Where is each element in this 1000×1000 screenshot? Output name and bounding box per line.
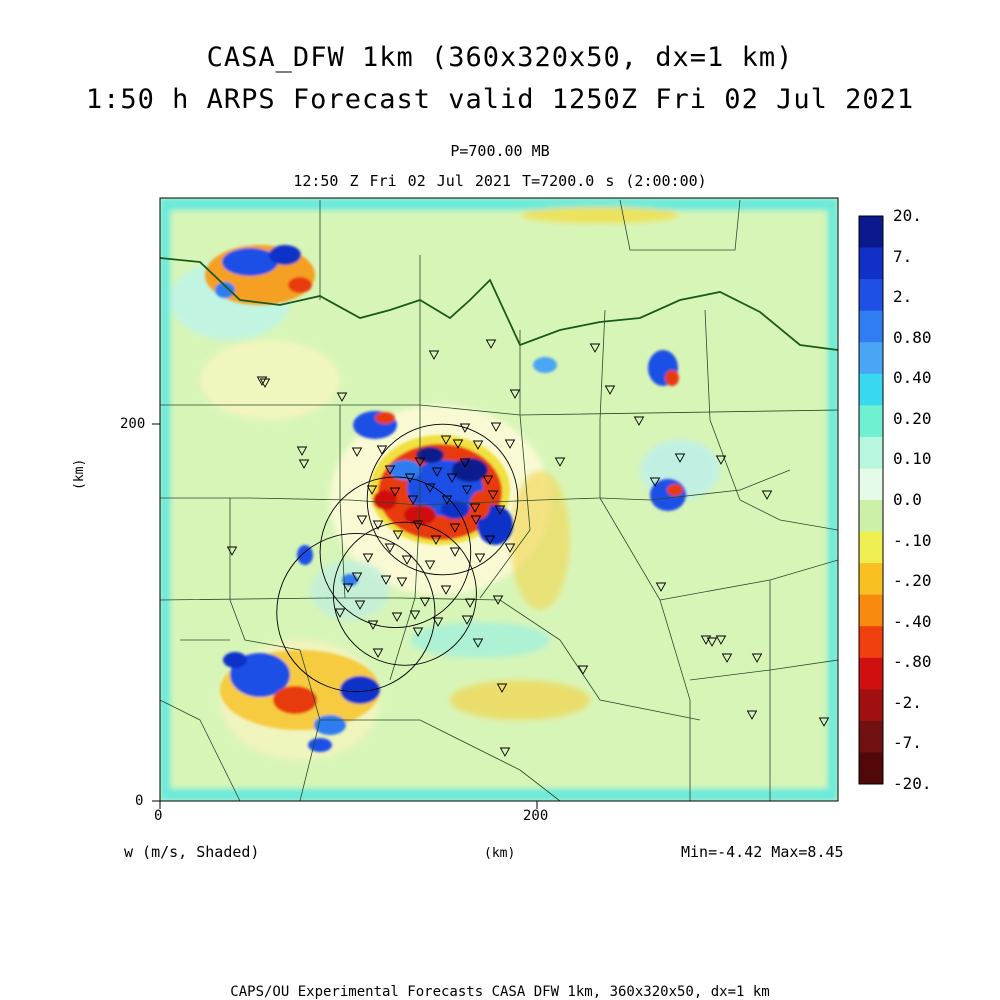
credit-line: CAPS/OU Experimental Forecasts CASA DFW 1km, 360x320x50, dx=1 km — [230, 984, 770, 1000]
legend-swatch — [859, 374, 883, 406]
y-tick-0: 0 — [135, 793, 144, 809]
time-info: 12:50 Z Fri 02 Jul 2021 T=7200.0 s (2:00:00) — [293, 172, 707, 190]
x-tick-200: 200 — [523, 808, 549, 824]
title-line-2: 1:50 h ARPS Forecast valid 1250Z Fri 02 Jul 2021 — [85, 84, 915, 115]
legend-label: 0.10 — [893, 449, 932, 469]
legend-swatch — [859, 689, 883, 721]
legend-swatch — [859, 532, 883, 564]
legend-swatch — [859, 752, 883, 784]
legend-label: 7. — [893, 246, 913, 266]
legend-label: -2. — [893, 692, 922, 712]
x-tick-0: 0 — [154, 808, 163, 824]
legend-label: 0.0 — [893, 490, 922, 509]
field-label: w (m/s, Shaded) — [124, 843, 260, 861]
legend-label: -20. — [893, 774, 932, 793]
x-axis-label: (km) — [484, 846, 516, 861]
legend-swatch — [859, 342, 883, 374]
legend-label: -7. — [893, 733, 922, 753]
y-tick-200: 200 — [120, 416, 146, 432]
legend-swatch — [859, 626, 883, 658]
legend-swatch — [859, 405, 883, 437]
legend-swatch — [859, 595, 883, 627]
legend-swatch — [859, 311, 883, 343]
legend-label: 20. — [893, 206, 922, 225]
y-axis-label: (km) — [72, 458, 87, 490]
legend-label: 0.40 — [893, 368, 932, 388]
legend-label: -.20 — [893, 571, 932, 591]
legend-swatch — [859, 216, 883, 248]
legend-swatch — [859, 248, 883, 280]
legend-label: -.10 — [893, 530, 932, 550]
legend-label: 2. — [893, 287, 913, 307]
color-legend — [859, 216, 883, 785]
pressure-level: P=700.00 MB — [450, 142, 550, 160]
legend-swatch — [859, 468, 883, 500]
legend-label: -.40 — [893, 611, 932, 631]
legend-label: -.80 — [893, 652, 932, 672]
legend-label: 0.80 — [893, 327, 932, 347]
legend-swatch — [859, 279, 883, 311]
legend-swatch — [859, 437, 883, 469]
title-line-1: CASA_DFW 1km (360x320x50, dx=1 km) — [206, 42, 794, 73]
legend-swatch — [859, 721, 883, 753]
legend-swatch — [859, 658, 883, 690]
legend-label: 0.20 — [893, 408, 932, 428]
min-max-label: Min=-4.42 Max=8.45 — [681, 843, 844, 861]
legend-swatch — [859, 563, 883, 595]
legend-swatch — [859, 500, 883, 532]
